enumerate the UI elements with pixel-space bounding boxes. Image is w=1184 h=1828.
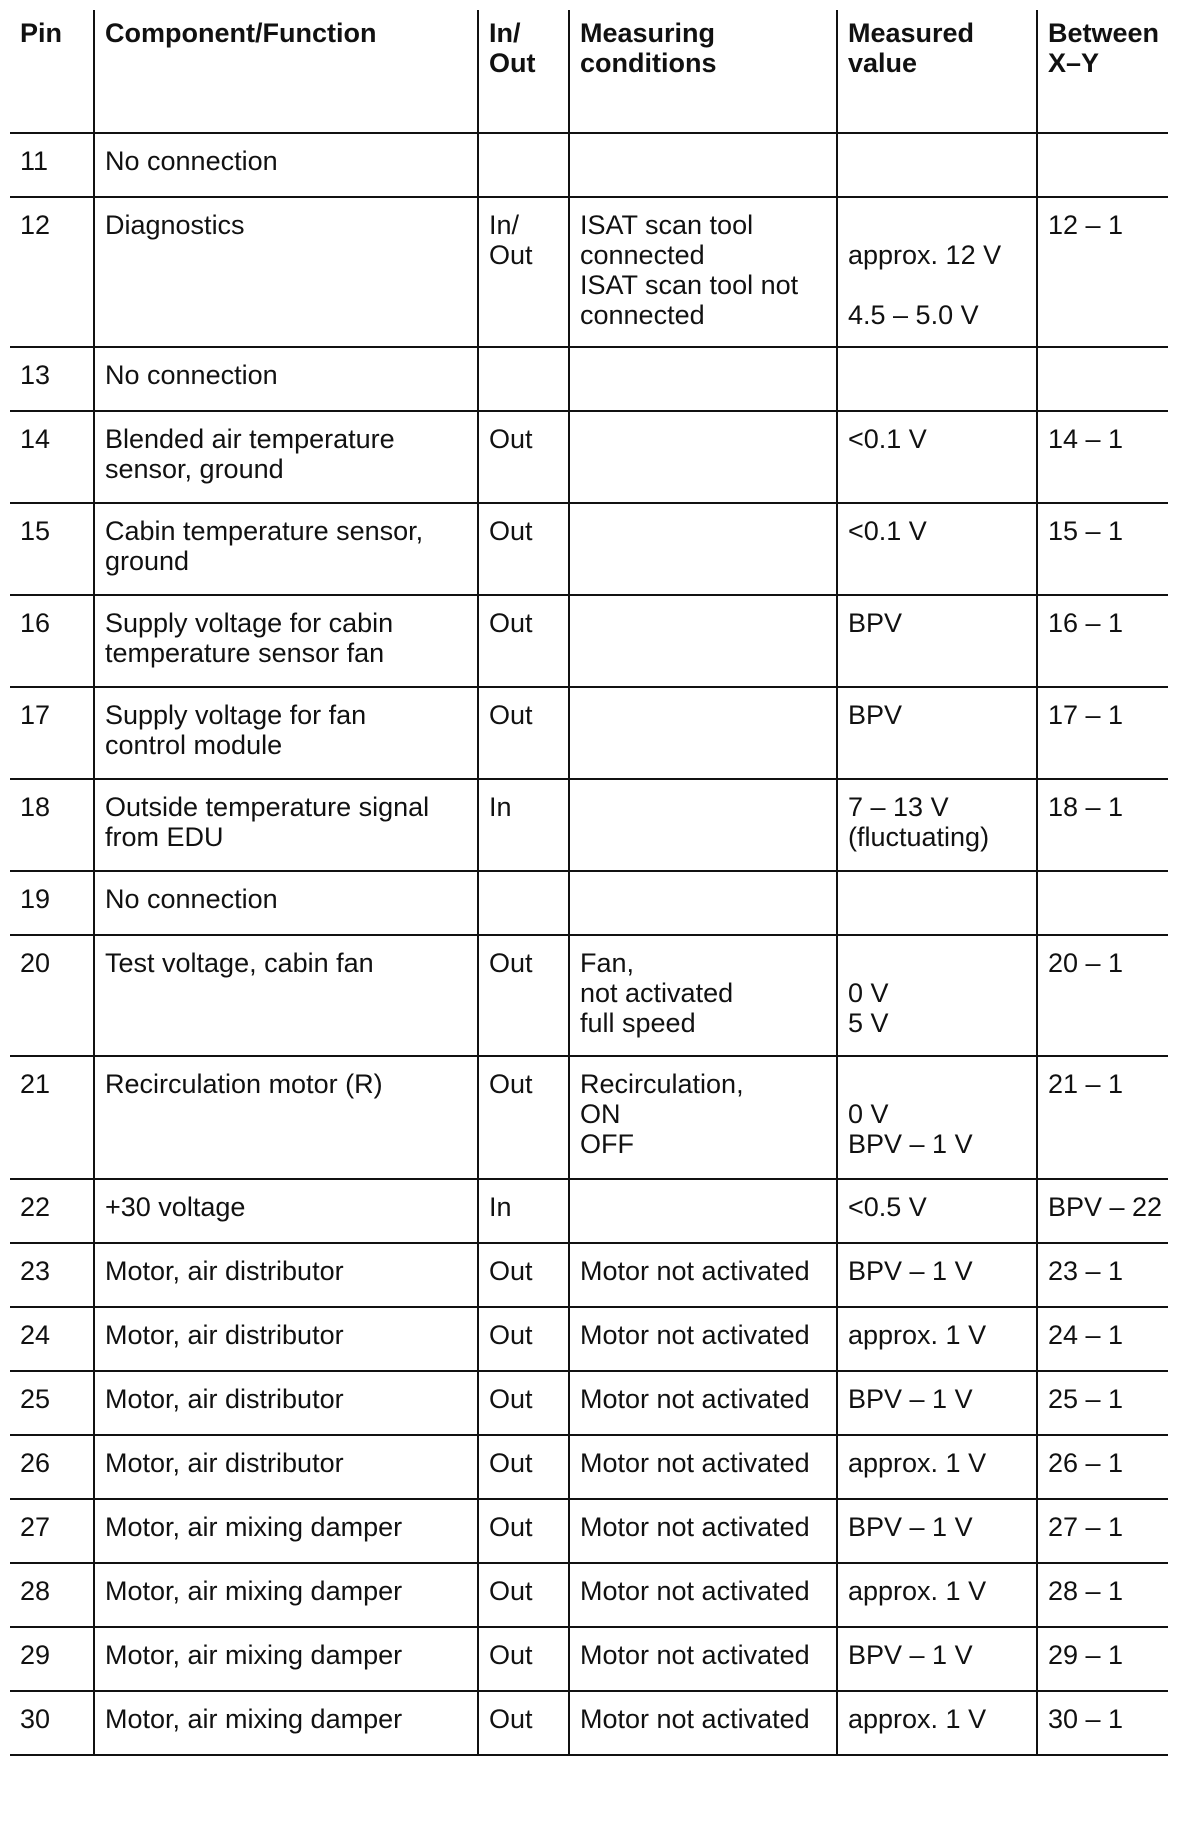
- conditions-cell: [569, 595, 837, 687]
- table-row: [10, 1499, 1168, 1563]
- pin-number: 17: [20, 700, 51, 730]
- measured-value-cell: [837, 1691, 1037, 1755]
- component-text: ground: [105, 546, 190, 576]
- component-cell: [94, 1243, 478, 1307]
- measured-value-cell: [837, 779, 1037, 871]
- table-body: [10, 133, 1168, 1755]
- document-page: [10, 10, 1168, 1756]
- conditions-cell: [569, 779, 837, 871]
- measured-value-cell: [837, 1627, 1037, 1691]
- in-out-text: Out: [489, 1448, 533, 1478]
- pin-number: 11: [20, 146, 49, 176]
- measured-value-text: approx. 1 V: [848, 1448, 987, 1478]
- component-text: No connection: [105, 360, 278, 390]
- measured-value-text: <0.5 V: [848, 1192, 927, 1222]
- pin-number: 21: [20, 1069, 51, 1099]
- measured-value-text: (fluctuating): [848, 822, 990, 852]
- in-out-cell: [478, 1307, 569, 1371]
- between-cell: [1037, 687, 1168, 779]
- in-out-cell: [478, 1435, 569, 1499]
- measured-value-text: approx. 1 V: [848, 1704, 987, 1734]
- in-out-text: Out: [489, 1069, 533, 1099]
- measured-value-text-gap: [848, 948, 1026, 978]
- measured-value-text: 4.5 – 5.0 V: [848, 300, 979, 330]
- measured-value-cell: [837, 1056, 1037, 1179]
- header-component-line: Component/Function: [105, 18, 377, 48]
- component-text: Recirculation motor (R): [105, 1069, 383, 1099]
- pin-number-cell: [10, 1499, 94, 1563]
- in-out-text: Out: [489, 240, 533, 270]
- pin-number: 18: [20, 792, 51, 822]
- measured-value-text: BPV: [848, 608, 903, 638]
- component-cell: [94, 133, 478, 197]
- in-out-cell: [478, 1499, 569, 1563]
- table-row: [10, 1307, 1168, 1371]
- between-cell: [1037, 1056, 1168, 1179]
- in-out-text: Out: [489, 1320, 533, 1350]
- in-out-cell: [478, 595, 569, 687]
- measured-value-cell: [837, 133, 1037, 197]
- pin-number: 27: [20, 1512, 51, 1542]
- conditions-text: Motor not activated: [580, 1576, 810, 1606]
- measured-value-cell: [837, 1499, 1037, 1563]
- pin-number-cell: [10, 595, 94, 687]
- measured-value-cell: [837, 503, 1037, 595]
- component-text: Outside temperature signal: [105, 792, 430, 822]
- component-cell: [94, 687, 478, 779]
- component-text: from EDU: [105, 822, 224, 852]
- pin-number-cell: [10, 411, 94, 503]
- conditions-cell: [569, 935, 837, 1056]
- measured-value-text: 0 V: [848, 1099, 889, 1129]
- pin-number-cell: [10, 935, 94, 1056]
- component-text: control module: [105, 730, 283, 760]
- conditions-text: Motor not activated: [580, 1704, 810, 1734]
- pin-number-cell: [10, 503, 94, 595]
- component-text: Test voltage, cabin fan: [105, 948, 374, 978]
- conditions-cell: [569, 411, 837, 503]
- pin-number: 23: [20, 1256, 51, 1286]
- pin-number-cell: [10, 687, 94, 779]
- conditions-cell: [569, 133, 837, 197]
- component-cell: [94, 1563, 478, 1627]
- between-cell: [1037, 935, 1168, 1056]
- component-cell: [94, 871, 478, 935]
- measured-value-cell: [837, 197, 1037, 347]
- pin-number: 29: [20, 1640, 51, 1670]
- measured-value-cell: [837, 1179, 1037, 1243]
- conditions-text: OFF: [580, 1129, 634, 1159]
- conditions-cell: [569, 1563, 837, 1627]
- measured-value-text: BPV – 1 V: [848, 1512, 973, 1542]
- table-row: [10, 347, 1168, 411]
- conditions-text: Motor not activated: [580, 1256, 810, 1286]
- conditions-cell: [569, 871, 837, 935]
- between-text: 23 – 1: [1048, 1256, 1124, 1286]
- conditions-cell: [569, 1691, 837, 1755]
- measured-value-cell: [837, 687, 1037, 779]
- in-out-text: Out: [489, 424, 533, 454]
- component-text: +30 voltage: [105, 1192, 246, 1222]
- component-cell: [94, 595, 478, 687]
- component-text: Diagnostics: [105, 210, 245, 240]
- in-out-cell: [478, 1056, 569, 1179]
- table-row: [10, 197, 1168, 347]
- table-row: [10, 1056, 1168, 1179]
- conditions-cell: [569, 1307, 837, 1371]
- measured-value-text-gap: [848, 210, 1026, 240]
- between-cell: [1037, 133, 1168, 197]
- component-text: Blended air temperature: [105, 424, 395, 454]
- in-out-cell: [478, 197, 569, 347]
- in-out-cell: [478, 411, 569, 503]
- component-text: Motor, air mixing damper: [105, 1576, 403, 1606]
- header-measured-value: [837, 10, 1037, 133]
- conditions-text: full speed: [580, 1008, 696, 1038]
- between-cell: [1037, 503, 1168, 595]
- component-cell: [94, 1499, 478, 1563]
- in-out-cell: [478, 133, 569, 197]
- header-conditions-line: conditions: [580, 48, 717, 78]
- component-cell: [94, 935, 478, 1056]
- conditions-cell: [569, 1499, 837, 1563]
- pin-number: 19: [20, 884, 51, 914]
- between-cell: [1037, 1563, 1168, 1627]
- table-row: [10, 133, 1168, 197]
- pin-number: 12: [20, 210, 51, 240]
- conditions-cell: [569, 1435, 837, 1499]
- in-out-cell: [478, 347, 569, 411]
- measured-value-text-gap: [848, 1069, 1026, 1099]
- pin-number-cell: [10, 1371, 94, 1435]
- between-text: 26 – 1: [1048, 1448, 1124, 1478]
- conditions-cell: [569, 347, 837, 411]
- between-text: 20 – 1: [1048, 948, 1124, 978]
- in-out-text: Out: [489, 1640, 533, 1670]
- measured-value-text: BPV – 1 V: [848, 1129, 973, 1159]
- conditions-text: connected: [580, 300, 705, 330]
- in-out-cell: [478, 1627, 569, 1691]
- component-cell: [94, 1627, 478, 1691]
- pin-number: 26: [20, 1448, 51, 1478]
- component-text: Motor, air distributor: [105, 1320, 344, 1350]
- between-text: 14 – 1: [1048, 424, 1124, 454]
- between-cell: [1037, 1371, 1168, 1435]
- header-measured-value-line: Measured: [848, 18, 975, 48]
- between-cell: [1037, 1627, 1168, 1691]
- pin-number-cell: [10, 1056, 94, 1179]
- header-in-out-line: Out: [489, 48, 536, 78]
- conditions-cell: [569, 503, 837, 595]
- in-out-cell: [478, 687, 569, 779]
- conditions-cell: [569, 1243, 837, 1307]
- table-row: [10, 779, 1168, 871]
- measured-value-text: BPV – 1 V: [848, 1640, 973, 1670]
- in-out-text: Out: [489, 1256, 533, 1286]
- measured-value-cell: [837, 935, 1037, 1056]
- measured-value-text: BPV – 1 V: [848, 1384, 973, 1414]
- component-text: Cabin temperature sensor,: [105, 516, 424, 546]
- measured-value-text: <0.1 V: [848, 424, 927, 454]
- between-text: BPV – 22: [1048, 1192, 1163, 1222]
- component-cell: [94, 347, 478, 411]
- between-text: 27 – 1: [1048, 1512, 1124, 1542]
- component-text: sensor, ground: [105, 454, 284, 484]
- in-out-cell: [478, 503, 569, 595]
- table-row: [10, 935, 1168, 1056]
- component-cell: [94, 1435, 478, 1499]
- pin-assignment-table: [10, 10, 1168, 1756]
- pin-number-cell: [10, 1691, 94, 1755]
- component-cell: [94, 1056, 478, 1179]
- conditions-text: ISAT scan tool not: [580, 270, 799, 300]
- header-between-line: X–Y: [1048, 48, 1100, 78]
- header-between-line: Between: [1048, 18, 1160, 48]
- in-out-text: In: [489, 792, 512, 822]
- between-text: 29 – 1: [1048, 1640, 1124, 1670]
- measured-value-cell: [837, 1307, 1037, 1371]
- header-component: [94, 10, 478, 133]
- table-row: [10, 1243, 1168, 1307]
- in-out-text: Out: [489, 1704, 533, 1734]
- table-row: [10, 1435, 1168, 1499]
- component-cell: [94, 197, 478, 347]
- header-conditions: [569, 10, 837, 133]
- in-out-cell: [478, 1179, 569, 1243]
- between-text: 12 – 1: [1048, 210, 1124, 240]
- measured-value-text: approx. 1 V: [848, 1320, 987, 1350]
- conditions-text: ISAT scan tool: [580, 210, 754, 240]
- pin-number: 28: [20, 1576, 51, 1606]
- conditions-cell: [569, 1627, 837, 1691]
- pin-number-cell: [10, 1179, 94, 1243]
- measured-value-text: 0 V: [848, 978, 889, 1008]
- measured-value-text: approx. 12 V: [848, 240, 1002, 270]
- table-row: [10, 595, 1168, 687]
- between-text: 18 – 1: [1048, 792, 1124, 822]
- pin-number: 15: [20, 516, 51, 546]
- between-cell: [1037, 1435, 1168, 1499]
- pin-number: 30: [20, 1704, 51, 1734]
- between-cell: [1037, 1243, 1168, 1307]
- between-text: 24 – 1: [1048, 1320, 1124, 1350]
- measured-value-text: 7 – 13 V: [848, 792, 949, 822]
- conditions-text: not activated: [580, 978, 734, 1008]
- between-text: 17 – 1: [1048, 700, 1124, 730]
- between-cell: [1037, 595, 1168, 687]
- pin-number-cell: [10, 1307, 94, 1371]
- component-cell: [94, 503, 478, 595]
- between-text: 16 – 1: [1048, 608, 1124, 638]
- measured-value-cell: [837, 1563, 1037, 1627]
- conditions-cell: [569, 1371, 837, 1435]
- pin-number-cell: [10, 197, 94, 347]
- component-text: Supply voltage for fan: [105, 700, 367, 730]
- measured-value-text: <0.1 V: [848, 516, 927, 546]
- between-text: 28 – 1: [1048, 1576, 1124, 1606]
- in-out-cell: [478, 1243, 569, 1307]
- between-text: 30 – 1: [1048, 1704, 1124, 1734]
- measured-value-text: approx. 1 V: [848, 1576, 987, 1606]
- conditions-text: ON: [580, 1099, 621, 1129]
- in-out-text: Out: [489, 608, 533, 638]
- measured-value-cell: [837, 1435, 1037, 1499]
- measured-value-cell: [837, 347, 1037, 411]
- component-text: Motor, air mixing damper: [105, 1704, 403, 1734]
- table-row: [10, 411, 1168, 503]
- conditions-text: Motor not activated: [580, 1640, 810, 1670]
- table-row: [10, 1371, 1168, 1435]
- component-text: No connection: [105, 146, 278, 176]
- table-row: [10, 503, 1168, 595]
- pin-number: 14: [20, 424, 51, 454]
- pin-number: 16: [20, 608, 51, 638]
- in-out-text: In: [489, 1192, 512, 1222]
- header-row: [10, 10, 1168, 133]
- pin-number-cell: [10, 1435, 94, 1499]
- in-out-text: Out: [489, 700, 533, 730]
- table-row: [10, 1179, 1168, 1243]
- pin-number-cell: [10, 1627, 94, 1691]
- component-text: Motor, air distributor: [105, 1448, 344, 1478]
- pin-number: 24: [20, 1320, 51, 1350]
- conditions-cell: [569, 687, 837, 779]
- in-out-cell: [478, 1691, 569, 1755]
- conditions-text: connected: [580, 240, 705, 270]
- component-cell: [94, 779, 478, 871]
- component-text: temperature sensor fan: [105, 638, 385, 668]
- conditions-text: Fan,: [580, 948, 635, 978]
- measured-value-text: 5 V: [848, 1008, 889, 1038]
- table-row: [10, 1691, 1168, 1755]
- between-text: 15 – 1: [1048, 516, 1124, 546]
- pin-number-cell: [10, 1563, 94, 1627]
- measured-value-cell: [837, 1243, 1037, 1307]
- header-in-out-line: In/: [489, 18, 521, 48]
- component-cell: [94, 1307, 478, 1371]
- measured-value-cell: [837, 1371, 1037, 1435]
- in-out-cell: [478, 1563, 569, 1627]
- component-text: Motor, air mixing damper: [105, 1640, 403, 1670]
- conditions-text: Recirculation,: [580, 1069, 744, 1099]
- component-cell: [94, 411, 478, 503]
- pin-number: 22: [20, 1192, 51, 1222]
- table-row: [10, 1627, 1168, 1691]
- conditions-cell: [569, 197, 837, 347]
- pin-number-cell: [10, 347, 94, 411]
- table-row: [10, 687, 1168, 779]
- conditions-text: Motor not activated: [580, 1384, 810, 1414]
- pin-number: 25: [20, 1384, 51, 1414]
- between-cell: [1037, 1691, 1168, 1755]
- in-out-text: Out: [489, 1384, 533, 1414]
- in-out-text: Out: [489, 1576, 533, 1606]
- in-out-cell: [478, 779, 569, 871]
- component-cell: [94, 1371, 478, 1435]
- header-pin: [10, 10, 94, 133]
- component-text: Motor, air distributor: [105, 1256, 344, 1286]
- table-row: [10, 871, 1168, 935]
- in-out-text: Out: [489, 948, 533, 978]
- component-cell: [94, 1179, 478, 1243]
- pin-number-cell: [10, 1243, 94, 1307]
- conditions-cell: [569, 1179, 837, 1243]
- in-out-cell: [478, 871, 569, 935]
- pin-number: 20: [20, 948, 51, 978]
- component-cell: [94, 1691, 478, 1755]
- measured-value-cell: [837, 411, 1037, 503]
- pin-number: 13: [20, 360, 51, 390]
- in-out-cell: [478, 1371, 569, 1435]
- header-conditions-line: Measuring: [580, 18, 716, 48]
- conditions-cell: [569, 1056, 837, 1179]
- header-measured-value-line: value: [848, 48, 918, 78]
- between-cell: [1037, 1499, 1168, 1563]
- component-text: Motor, air distributor: [105, 1384, 344, 1414]
- measured-value-text-gap: [848, 270, 1026, 300]
- header-in-out: [478, 10, 569, 133]
- between-text: 21 – 1: [1048, 1069, 1124, 1099]
- table-header: [10, 10, 1168, 133]
- measured-value-text: BPV: [848, 700, 903, 730]
- header-between: [1037, 10, 1168, 133]
- table-row: [10, 1563, 1168, 1627]
- in-out-text: Out: [489, 516, 533, 546]
- between-cell: [1037, 411, 1168, 503]
- in-out-cell: [478, 935, 569, 1056]
- header-pin-line: Pin: [20, 18, 63, 48]
- between-cell: [1037, 1307, 1168, 1371]
- pin-number-cell: [10, 133, 94, 197]
- in-out-text: In/: [489, 210, 520, 240]
- pin-number-cell: [10, 871, 94, 935]
- conditions-text: Motor not activated: [580, 1448, 810, 1478]
- pin-number-cell: [10, 779, 94, 871]
- measured-value-cell: [837, 871, 1037, 935]
- between-cell: [1037, 871, 1168, 935]
- between-cell: [1037, 347, 1168, 411]
- component-text: No connection: [105, 884, 278, 914]
- between-cell: [1037, 1179, 1168, 1243]
- component-text: Motor, air mixing damper: [105, 1512, 403, 1542]
- in-out-text: Out: [489, 1512, 533, 1542]
- measured-value-cell: [837, 595, 1037, 687]
- measured-value-text: BPV – 1 V: [848, 1256, 973, 1286]
- between-cell: [1037, 197, 1168, 347]
- between-cell: [1037, 779, 1168, 871]
- component-text: Supply voltage for cabin: [105, 608, 394, 638]
- between-text: 25 – 1: [1048, 1384, 1124, 1414]
- conditions-text: Motor not activated: [580, 1320, 810, 1350]
- conditions-text: Motor not activated: [580, 1512, 810, 1542]
